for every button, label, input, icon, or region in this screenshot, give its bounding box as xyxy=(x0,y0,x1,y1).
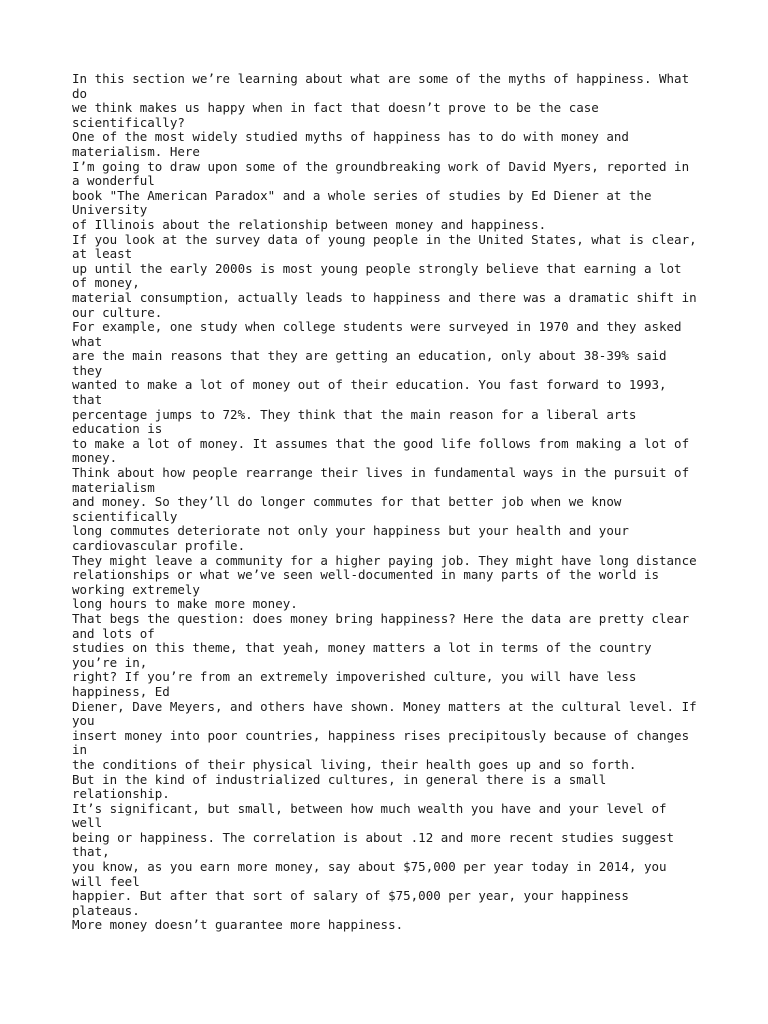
text-line: happier. But after that sort of salary of $75,000 per year, your happiness xyxy=(72,888,629,904)
text-line: It’s significant, but small, between how much wealth you have and your level of xyxy=(72,800,667,816)
text-line: studies on this theme, that yeah, money matters a lot in terms of the country xyxy=(72,640,652,656)
text-line: University xyxy=(72,202,148,218)
text-line: we think makes us happy when in fact that doesn’t prove to be the case xyxy=(72,100,599,116)
text-line: material consumption, actually leads to happiness and there was a dramatic shift in xyxy=(72,289,697,305)
text-line: They might leave a community for a higher paying job. They might have long distance xyxy=(72,552,697,568)
text-line: Think about how people rearrange their lives in fundamental ways in the pursuit of xyxy=(72,465,690,481)
transcript-text xyxy=(72,72,712,933)
text-line: wanted to make a lot of money out of their education. You fast forward to 1993, xyxy=(72,377,667,393)
text-line: percentage jumps to 72%. They think that the main reason for a liberal arts xyxy=(72,406,637,422)
text-line: up until the early 2000s is most young people strongly believe that earning a lot xyxy=(72,260,682,276)
text-line: of money, xyxy=(72,275,140,291)
text-line: long hours to make more money. xyxy=(72,596,298,612)
text-line: materialism xyxy=(72,479,155,495)
text-line: relationships or what we’ve seen well-documented in many parts of the world is xyxy=(72,567,659,583)
text-line: they xyxy=(72,362,103,378)
text-line: Diener, Dave Meyers, and others have shown. Money matters at the cultural level. If xyxy=(72,698,697,714)
text-line: relationship. xyxy=(72,786,170,802)
text-line: long commutes deteriorate not only your happiness but your health and your xyxy=(72,523,629,539)
text-line: are the main reasons that they are getting an education, only about 38-39% said xyxy=(72,348,667,364)
text-line: you’re in, xyxy=(72,654,148,670)
text-line: For example, one study when college students were surveyed in 1970 and they asked xyxy=(72,319,682,335)
text-line: book "The American Paradox" and a whole series of studies by Ed Diener at the xyxy=(72,187,652,203)
text-line: you know, as you earn more money, say about $75,000 per year today in 2014, you xyxy=(72,859,667,875)
text-line: what xyxy=(72,333,103,349)
text-line: plateaus. xyxy=(72,902,140,918)
text-line: insert money into poor countries, happiness rises precipitously because of changes xyxy=(72,727,690,743)
text-line: that xyxy=(72,392,103,408)
text-line: the conditions of their physical living, their health goes up and so forth. xyxy=(72,756,637,772)
text-line: More money doesn’t guarantee more happiness. xyxy=(72,917,404,933)
text-line: in xyxy=(72,742,88,758)
text-line: well xyxy=(72,815,103,831)
text-line: In this section we’re learning about what are some of the myths of happiness. What xyxy=(72,71,690,86)
text-line: will feel xyxy=(72,873,140,889)
text-line: scientifically? xyxy=(72,114,185,130)
text-line: of Illinois about the relationship between money and happiness. xyxy=(72,216,547,232)
text-line: education is xyxy=(72,421,163,437)
text-line: cardiovascular profile. xyxy=(72,538,246,553)
text-line: One of the most widely studied myths of happiness has to do with money and xyxy=(72,129,629,145)
text-line: at least xyxy=(72,246,133,262)
text-line: If you look at the survey data of young people in the United States, what is clear, xyxy=(72,231,697,247)
text-line: money. xyxy=(72,450,118,466)
text-line: and money. So they’ll do longer commutes for that better job when we know xyxy=(72,494,622,510)
text-line: you xyxy=(72,713,95,729)
text-line: being or happiness. The correlation is about .12 and more recent studies suggest xyxy=(72,829,675,845)
text-line: that, xyxy=(72,844,110,860)
text-line: I’m going to draw upon some of the groundbreaking work of David Myers, reported in xyxy=(72,158,690,174)
text-line: our culture. xyxy=(72,304,163,320)
text-line: materialism. Here xyxy=(72,143,200,159)
text-line: do xyxy=(72,85,88,101)
text-line: scientifically xyxy=(72,508,178,524)
text-line: But in the kind of industrialized cultures, in general there is a small xyxy=(72,771,607,787)
text-line: happiness, Ed xyxy=(72,683,170,699)
text-line: right? If you’re from an extremely impoverished culture, you will have less xyxy=(72,669,637,685)
text-line: That begs the question: does money bring happiness? Here the data are pretty clear xyxy=(72,610,690,626)
text-line: working extremely xyxy=(72,581,200,597)
text-line: a wonderful xyxy=(72,173,155,189)
text-line: and lots of xyxy=(72,625,155,641)
text-line: to make a lot of money. It assumes that the good life follows from making a lot of xyxy=(72,435,690,451)
